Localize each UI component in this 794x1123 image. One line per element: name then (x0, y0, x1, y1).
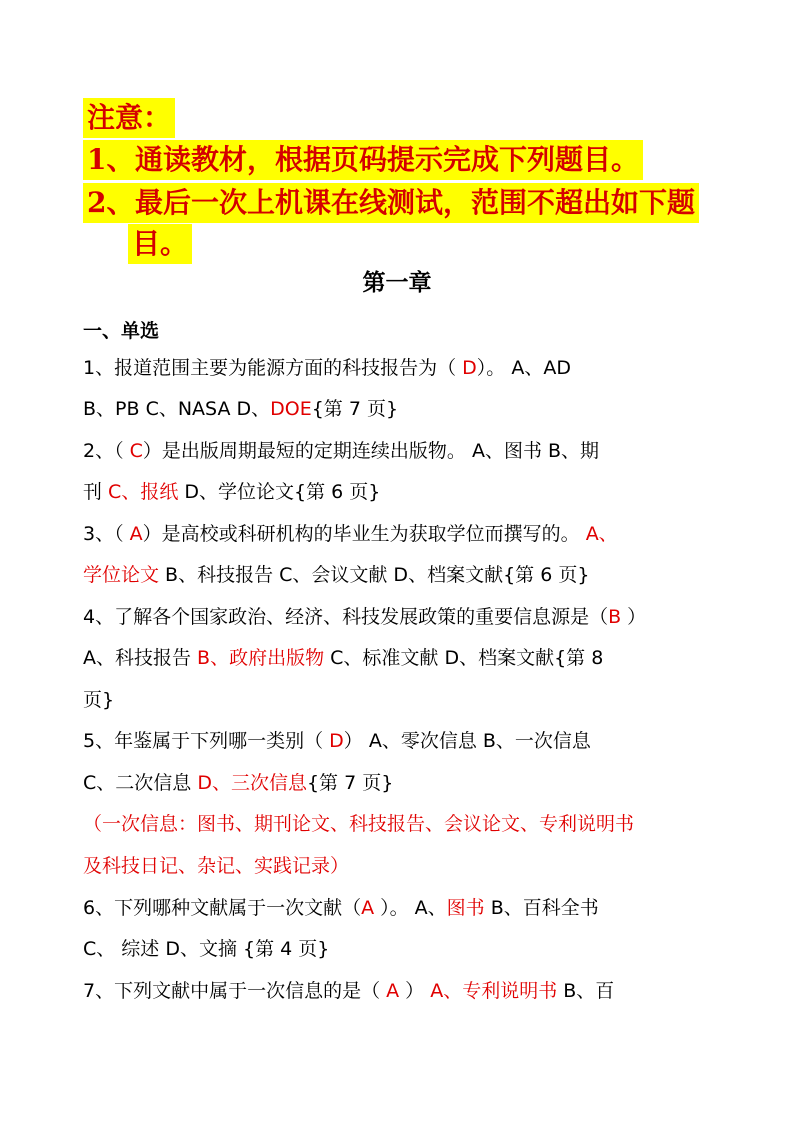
question-text: 1、报道范围主要为能源方面的科技报告为（ (83, 357, 463, 379)
question-text: 页} (83, 689, 115, 711)
question-text: B、科技报告 C、会议文献 D、档案文献{第 6 页} (159, 564, 590, 586)
answer-text: 学位论文 (83, 564, 160, 586)
question-text: C、标准文献 D、档案文献{第 8 (324, 647, 604, 669)
text-line (83, 852, 349, 880)
answer-text: A、 (585, 523, 618, 545)
question-text: 2、（ (83, 440, 130, 462)
question-text: C、 综述 D、文摘 {第 4 页} (83, 938, 330, 960)
question-text: 3、（ (83, 523, 130, 545)
question-text: ） (621, 606, 647, 628)
notice-item-2 (83, 183, 699, 223)
notice-item-1 (83, 140, 643, 180)
question-text: ）是高校或科研机构的毕业生为获取学位而撰写的。 (142, 523, 586, 545)
answer-text: DOE (270, 398, 312, 420)
text-line (83, 977, 614, 1005)
text-line (83, 935, 329, 963)
text-line (83, 354, 571, 382)
text-line (83, 437, 599, 465)
answer-text: A (361, 897, 375, 919)
answer-text: B、政府出版物 (197, 647, 325, 669)
text-line (83, 769, 393, 797)
text-line (83, 686, 114, 714)
answer-text: A (129, 523, 143, 545)
question-text: B、百 (557, 980, 615, 1002)
text-line (83, 727, 591, 755)
answer-text: A (386, 980, 400, 1002)
section-title: 一、单选 (83, 320, 160, 342)
question-text: ）。 A、AD (476, 357, 571, 379)
text-line (83, 810, 634, 838)
question-text: {第 7 页} (306, 772, 394, 794)
answer-text: C、报纸 (108, 481, 179, 503)
text-line (83, 603, 646, 631)
question-text: D、学位论文{第 6 页} (178, 481, 381, 503)
answer-text: D (329, 730, 344, 752)
question-text: 4、了解各个国家政治、经济、科技发展政策的重要信息源是（ (83, 606, 609, 628)
question-text: B、PB C、NASA D、 (83, 398, 271, 420)
question-text: 7、下列文献中属于一次信息的是（ (83, 980, 387, 1002)
answer-text: B (608, 606, 622, 628)
text-line (83, 561, 589, 589)
question-text: A、科技报告 (83, 647, 198, 669)
question-text: B、百科全书 (484, 897, 599, 919)
question-text: C、二次信息 (83, 772, 198, 794)
notice-item-2-number: 2、 (87, 186, 135, 219)
answer-text: D、三次信息 (197, 772, 307, 794)
text-line (83, 478, 380, 506)
notice-item-1-text: 通读教材，根据页码提示完成下列题目。 (135, 143, 640, 176)
answer-text: （一次信息：图书、期刊论文、科技报告、会议论文、专利说明书 (83, 813, 635, 835)
answer-text: 图书 (446, 897, 485, 919)
answer-text: A、专利说明书 (430, 980, 558, 1002)
answer-text: 及科技日记、杂记、实践记录） (83, 855, 350, 877)
question-text: ）是出版周期最短的定期连续出版物。 A、图书 B、期 (142, 440, 600, 462)
answer-text: C (129, 440, 143, 462)
notice-item-1-number: 1、 (87, 143, 135, 176)
question-text: ） A、零次信息 B、一次信息 (343, 730, 591, 752)
text-line (83, 395, 398, 423)
answer-text: D (462, 357, 477, 379)
question-text: {第 7 页} (311, 398, 399, 420)
text-line (83, 520, 618, 548)
question-text: 5、年鉴属于下列哪一类别（ (83, 730, 330, 752)
text-line (83, 894, 599, 922)
question-text: ）。 A、 (374, 897, 447, 919)
notice-heading: 注意： (83, 98, 175, 138)
question-text: 刊 (83, 481, 109, 503)
notice-item-2-text: 最后一次上机课在线测试，范围不超出如下题 (135, 186, 696, 219)
text-line (83, 644, 603, 672)
notice-item-2-continuation: 目。 (128, 224, 192, 264)
question-text: ） (399, 980, 431, 1002)
chapter-title: 第一章 (362, 269, 432, 296)
question-text: 6、下列哪种文献属于一次文献（ (83, 897, 362, 919)
